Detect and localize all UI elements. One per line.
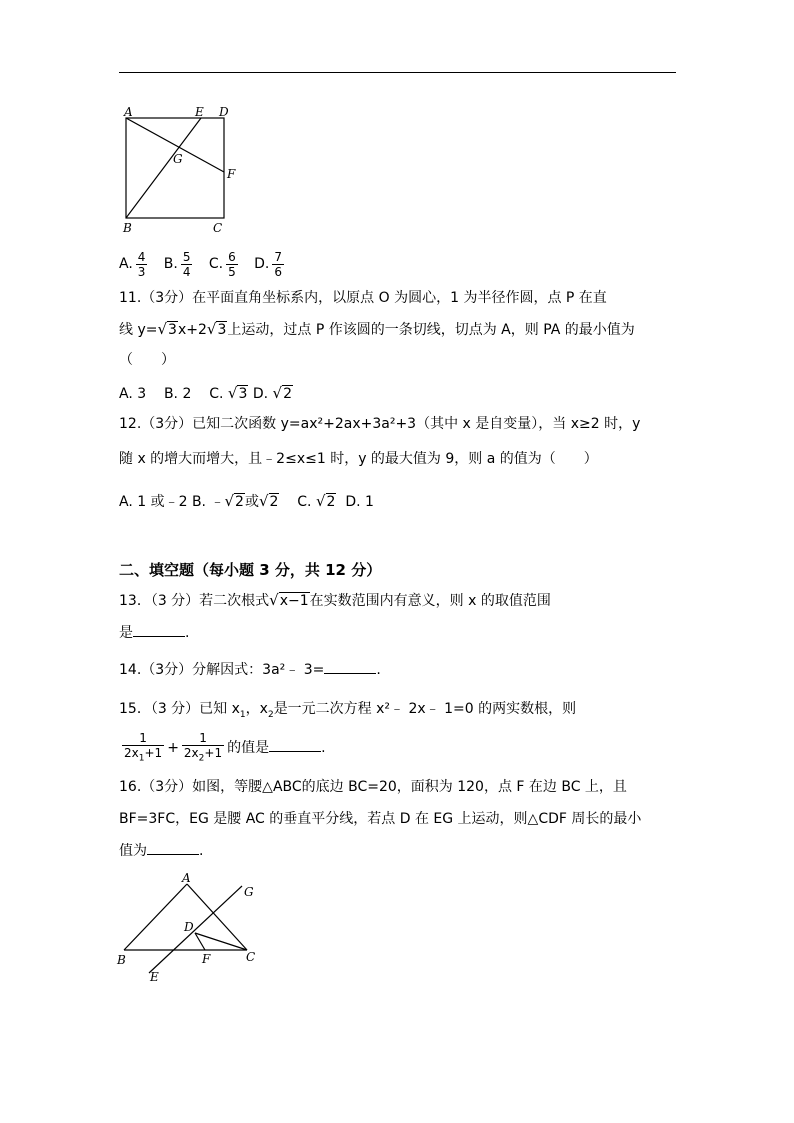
q16-answer-blank [147, 842, 199, 855]
q12-line1: 12.（3分）已知二次函数 y=ax²+2ax+3a²+3（其中 x 是自变量），当 x≥2 时，y [119, 416, 641, 432]
header-rule [119, 72, 676, 73]
q11-line1: 11.（3分）在平面直角坐标系内，以原点 O 为圆心，1 为半径作圆，点 P 在直 [119, 290, 607, 306]
label-G: G [173, 152, 183, 166]
square-ABCD [126, 118, 224, 218]
q13-line2: 是 . [119, 625, 190, 641]
q16-line2: BF=3FC，EG 是腰 AC 的垂直平分线，若点 D 在 EG 上运动，则△CDF 周长的最小 [119, 811, 642, 827]
q12-options: A. 1 或﹣2 B. ﹣√2或√2 C. √2 D. 1 [119, 492, 374, 510]
q13-line1: 13．（3 分）若二次根式√x−1在实数范围内有意义，则 x 的取值范围 [119, 591, 551, 609]
q15-line2: $\frac{1}{2x_1+1}$ + $\frac{1}{2x_2+1}$ 的值是 . [124, 730, 326, 764]
q11-line2: 线 y=√3x+2√3上运动，过点 P 作该圆的一条切线，切点为 A，则 PA 的最小值为 [119, 320, 635, 338]
q12-line2: 随 x 的增大而增大，且﹣2≤x≤1 时，y 的最大值为 9，则 a 的值为（ ） [119, 451, 598, 467]
side-AB [124, 884, 187, 950]
q15-fraction-1: $\frac{1}{2x_1+1}$ [124, 730, 163, 764]
q15-answer-blank [269, 739, 321, 752]
q11-line3: （ ） [119, 352, 175, 368]
label-F: F [227, 167, 236, 181]
q16-line1: 16.（3分）如图，等腰△ABC的底边 BC=20，面积为 120，点 F 在边 BC 上，且 [119, 779, 627, 795]
q10-option-b: B. $\frac{5}{4}$ [163, 249, 191, 279]
section-2-title: 二、填空题（每小题 3 分，共 12 分） [119, 561, 382, 579]
label-F: F [202, 952, 211, 966]
label-C: C [213, 221, 223, 235]
q14-line: 14.（3分）分解因式：3a²﹣ 3= . [119, 662, 381, 678]
label-E: E [150, 970, 159, 984]
q11-options: A. 3 B. 2 C. √3 D. √2 [119, 384, 292, 402]
label-D: D [184, 920, 194, 934]
label-G: G [244, 885, 254, 899]
q10-option-a: A. $\frac{4}{3}$ [119, 249, 146, 279]
label-A: A [124, 105, 133, 119]
label-A: A [182, 871, 191, 885]
label-C: C [246, 950, 256, 964]
q16-line3: 值为 . [119, 843, 204, 859]
q13-answer-blank [133, 624, 185, 637]
q10-option-c: C. $\frac{6}{5}$ [208, 249, 236, 279]
label-E: E [195, 105, 204, 119]
q15-line1: 15．（3 分）已知 $x_1$，$x_2$是一元二次方程 x²﹣ 2x﹣ 1=0 的两实数根，则 [119, 701, 577, 720]
label-B: B [123, 221, 132, 235]
label-D: D [219, 105, 229, 119]
q10-option-d: D. $\frac{7}{6}$ [254, 249, 282, 279]
q14-answer-blank [324, 661, 376, 674]
q15-fraction-2: $\frac{1}{2x_2+1}$ [183, 730, 223, 764]
triangle-figure [112, 868, 272, 986]
q10-options [119, 246, 679, 282]
label-B: B [117, 953, 126, 967]
segment-BE [126, 118, 201, 218]
square-figure [115, 100, 245, 235]
